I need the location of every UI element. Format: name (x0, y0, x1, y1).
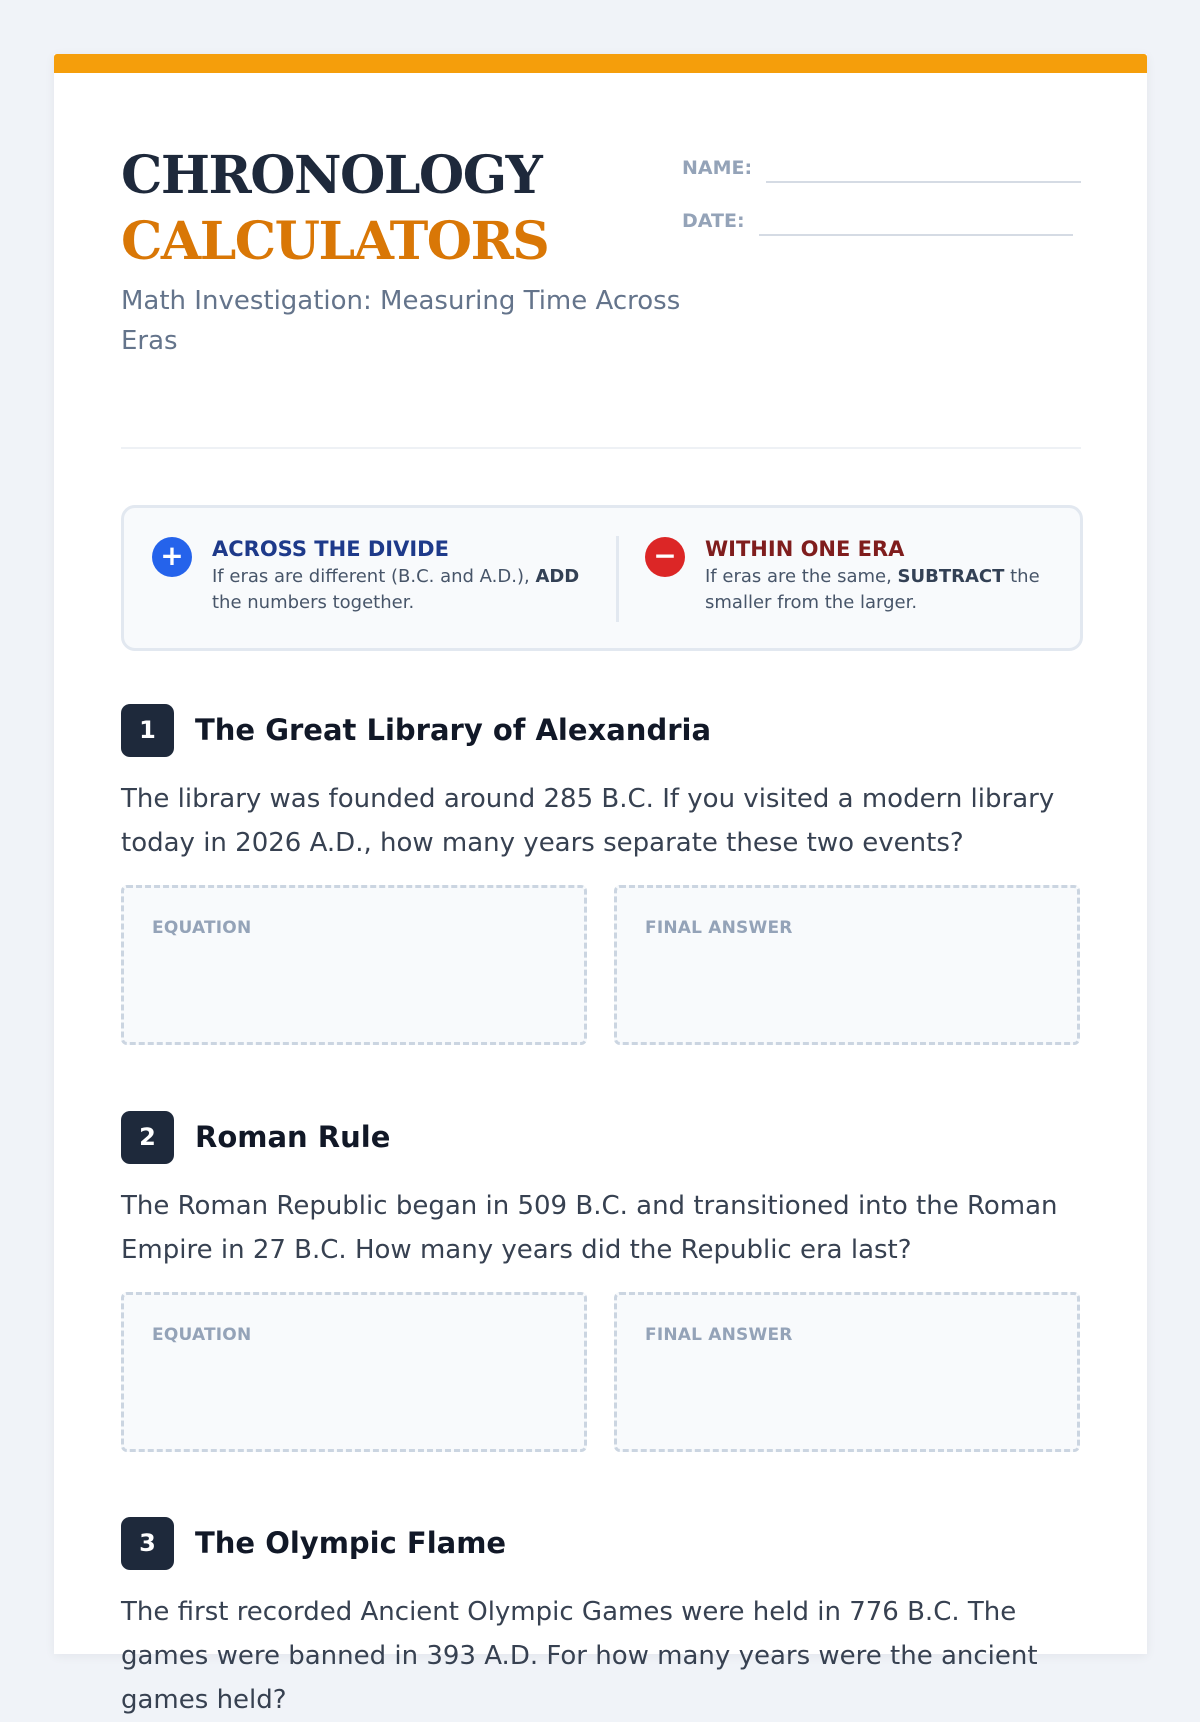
problem-title: The Olympic Flame (195, 1526, 507, 1560)
rules-box (121, 505, 1083, 651)
problem-title: Roman Rule (195, 1120, 391, 1154)
problem-text: The Roman Republic began in 509 B.C. and transitioned into the Roman Empire in 27 B.C. How many years did the Republic era last? (121, 1191, 1058, 1265)
rule-add-desc-after: the numbers together. (212, 592, 415, 613)
problem-number-badge: 1 (121, 704, 174, 757)
title-block (121, 143, 681, 361)
problem-2 (121, 1110, 1081, 1452)
date-label: DATE: (682, 210, 745, 232)
worksheet-content (121, 73, 1081, 1715)
equation-box[interactable] (121, 885, 587, 1045)
minus-icon: − (645, 537, 685, 577)
name-row (682, 147, 1081, 183)
rule-add-title: ACROSS THE DIVIDE (212, 537, 449, 561)
date-field[interactable] (759, 204, 1073, 236)
problem-header (121, 1110, 1081, 1164)
rule-add (152, 534, 592, 616)
name-field[interactable] (766, 151, 1081, 183)
subtitle: Math Investigation: Measuring Time Across Eras (121, 286, 681, 356)
name-label: NAME: (682, 157, 753, 179)
problem-number-badge: 3 (121, 1517, 174, 1570)
rule-subtract (645, 534, 1085, 616)
problem-number-badge: 2 (121, 1111, 174, 1164)
rule-subtract-title: WITHIN ONE ERA (705, 537, 905, 561)
answer-row (121, 885, 1081, 1045)
plus-icon: + (152, 537, 192, 577)
problem-text: The first recorded Ancient Olympic Games were held in 776 B.C. The games were banned in 393 A.D. For how many years were the ancient games held? (121, 1597, 1038, 1715)
problem-header (121, 1516, 1081, 1570)
rule-subtract-text (705, 534, 1085, 616)
equation-label: EQUATION (152, 1325, 252, 1345)
rule-subtract-desc-after: the smaller from the larger. (705, 566, 1040, 613)
problem-text: The library was founded around 285 B.C. If you visited a modern library today in 2026 A.D., how many years separate these two events? (121, 784, 1055, 858)
worksheet-header (121, 73, 1081, 393)
header-divider (121, 447, 1081, 449)
problem-title: The Great Library of Alexandria (195, 713, 712, 747)
problem-header (121, 703, 1081, 757)
final-answer-label: FINAL ANSWER (645, 918, 793, 938)
rule-subtract-desc-before: If eras are the same, (705, 566, 898, 587)
rule-add-text (212, 534, 592, 616)
rule-add-desc-bold: ADD (535, 566, 580, 587)
accent-bar (54, 54, 1147, 73)
final-answer-box[interactable] (614, 885, 1080, 1045)
title-line-2: CALCULATORS (121, 211, 549, 272)
answer-row (121, 1292, 1081, 1452)
problem-3 (121, 1516, 1081, 1722)
worksheet-page (54, 54, 1147, 1715)
final-answer-box[interactable] (614, 1292, 1080, 1452)
rule-add-desc-before: If eras are different (B.C. and A.D.), (212, 566, 536, 587)
rule-subtract-desc-bold: SUBTRACT (897, 566, 1005, 587)
problem-1 (121, 703, 1081, 1045)
rules-separator (616, 536, 619, 622)
equation-label: EQUATION (152, 918, 252, 938)
rule-add-desc (212, 564, 592, 616)
final-answer-label: FINAL ANSWER (645, 1325, 793, 1345)
title-line-1: CHRONOLOGY (121, 145, 542, 206)
student-info (682, 147, 1081, 253)
date-row (682, 200, 1081, 236)
rule-subtract-desc (705, 564, 1085, 616)
equation-box[interactable] (121, 1292, 587, 1452)
